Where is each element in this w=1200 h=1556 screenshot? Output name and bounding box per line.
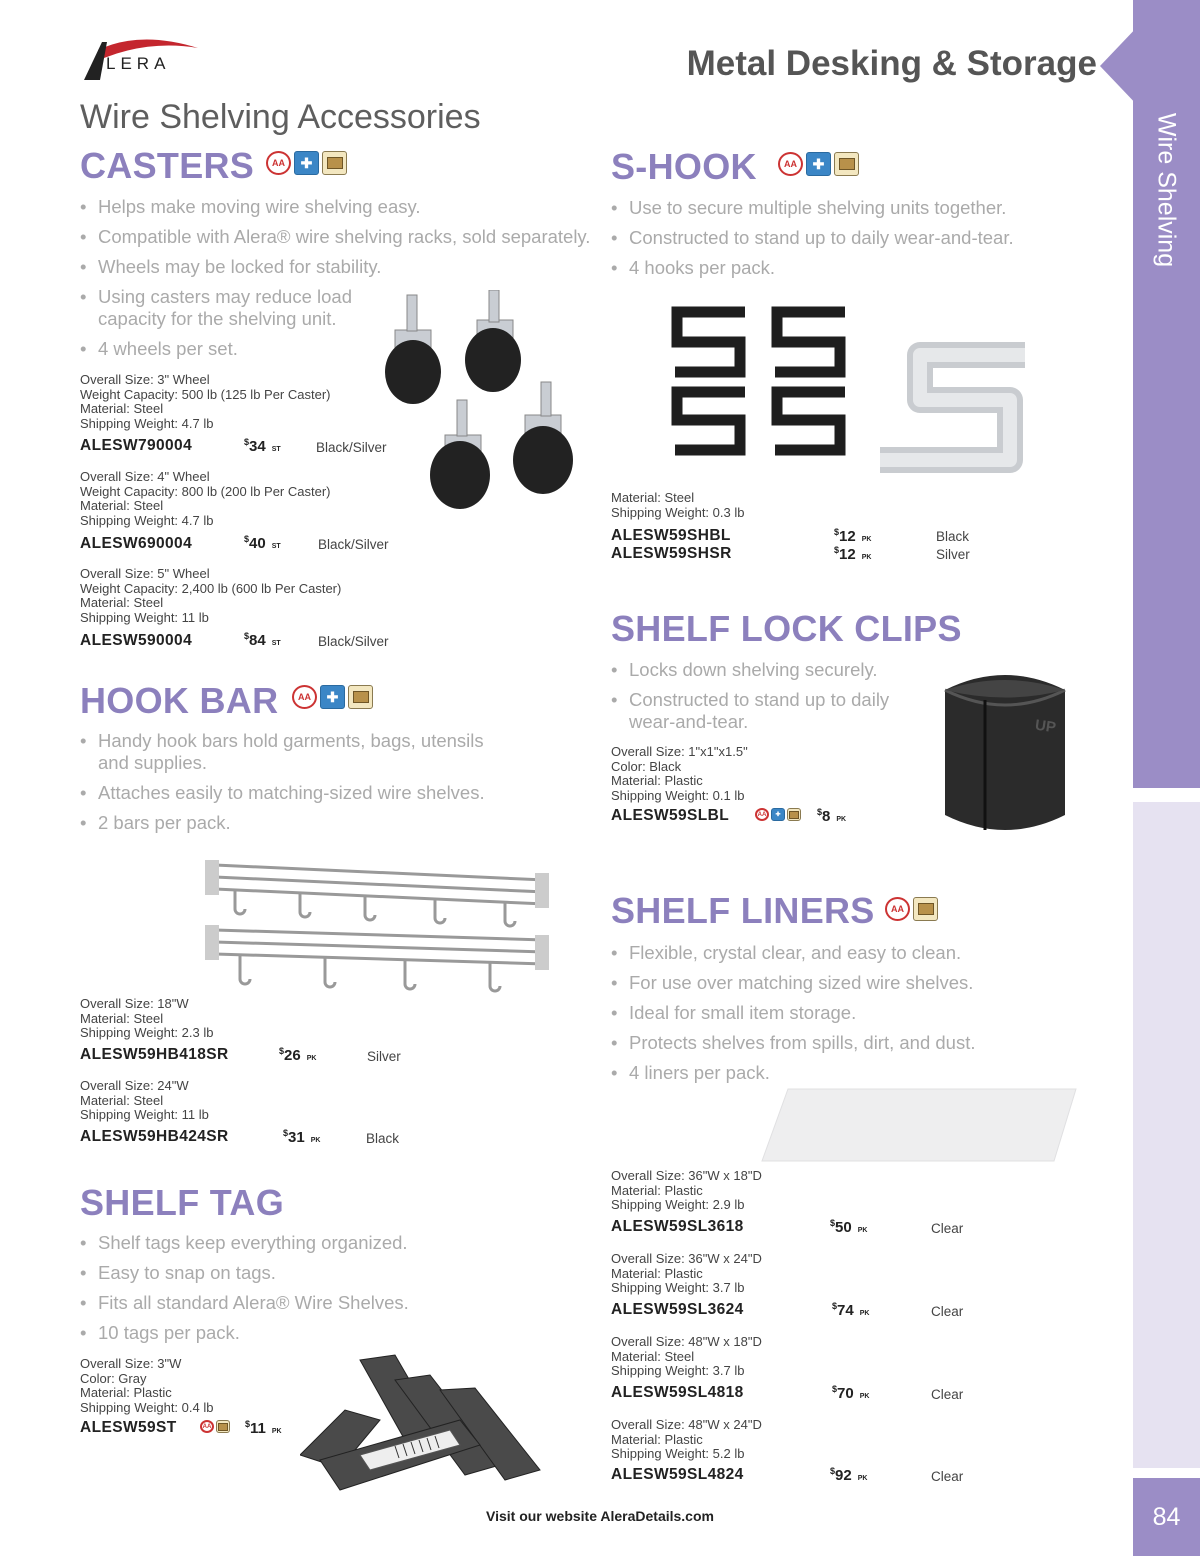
logo-text: LERA <box>106 54 171 73</box>
hookbar-color-2: Black <box>366 1131 400 1146</box>
hookbar-sku-2: ALESW59HB424SR <box>80 1128 229 1145</box>
shelftag-image <box>300 1350 550 1495</box>
tools-icon: ✚ <box>320 685 345 709</box>
box-icon <box>787 808 801 821</box>
lockclips-specs: Overall Size: 1"x1"x1.5" Color: Black Material: Plastic Shipping Weight: 0.1 lb <box>611 744 748 803</box>
tools-icon: ✚ <box>771 808 785 821</box>
liner-price-1: $50 PK <box>830 1218 868 1236</box>
hookbar-price-2: $31 PK <box>283 1128 321 1146</box>
box-icon <box>216 1420 230 1433</box>
liner-specs-2: Overall Size: 36"W x 24"D Material: Plastic Shipping Weight: 3.7 lb <box>611 1251 762 1296</box>
sidebar-tab-light <box>1133 802 1200 1468</box>
list-item: • Locks down shelving securely. <box>611 659 921 681</box>
shook-image <box>665 300 1055 485</box>
box-icon <box>834 152 859 176</box>
list-item: • Use to secure multiple shelving units together. <box>611 197 1111 219</box>
list-item: • Using casters may reduce load capacity for the shelving unit. <box>80 286 370 330</box>
liner-sku-2: ALESW59SL3624 <box>611 1301 744 1318</box>
liner-color-1: Clear <box>931 1221 964 1236</box>
casters-title: CASTERS <box>80 145 255 186</box>
liner-color-4: Clear <box>931 1469 964 1484</box>
page-subtitle: Wire Shelving Accessories <box>80 98 481 136</box>
casters-icons <box>266 151 347 175</box>
list-item: • 4 wheels per set. <box>80 338 600 360</box>
sidebar-tab-label: Wire Shelving <box>1152 112 1181 268</box>
list-item: • 10 tags per pack. <box>80 1322 500 1344</box>
lockclips-price: $8 PK <box>817 807 847 825</box>
caster-sku-2: ALESW690004 <box>80 535 193 552</box>
hookbar-specs-2: Overall Size: 24"W Material: Steel Shipping Weight: 11 lb <box>80 1078 209 1123</box>
list-item: • 4 hooks per pack. <box>611 257 1111 279</box>
shelftag-title: SHELF TAG <box>80 1182 285 1223</box>
box-icon <box>913 897 938 921</box>
shook-bullets <box>611 197 1111 287</box>
shelftag-sku: ALESW59ST <box>80 1419 177 1436</box>
caster-sku-3: ALESW590004 <box>80 632 193 649</box>
hookbar-icons <box>292 685 373 709</box>
list-item: • Easy to snap on tags. <box>80 1262 500 1284</box>
liners-icons <box>885 897 938 921</box>
liner-sku-3: ALESW59SL4818 <box>611 1384 744 1401</box>
list-item: • For use over matching sized wire shelves. <box>611 972 1111 994</box>
shelftag-specs: Overall Size: 3"W Color: Gray Material: Plastic Shipping Weight: 0.4 lb <box>80 1356 214 1415</box>
liner-price-2: $74 PK <box>832 1301 870 1319</box>
shook-price-2: $12 PK <box>834 545 872 563</box>
list-item: • Constructed to stand up to daily wear-and-tear. <box>611 689 921 733</box>
hookbar-price-1: $26 PK <box>279 1046 317 1064</box>
aa-badge-icon: AA <box>885 897 910 921</box>
tab-arrow-icon <box>1100 24 1140 108</box>
liner-color-2: Clear <box>931 1304 964 1319</box>
list-item: • 4 liners per pack. <box>611 1062 1111 1084</box>
liner-image <box>758 1085 1103 1165</box>
caster-specs-1: Overall Size: 3" Wheel Weight Capacity: 500 lb (125 lb Per Caster) Material: Steel Shipping Weight: 4.7 lb <box>80 372 331 431</box>
caster-color-2: Black/Silver <box>318 537 389 552</box>
shook-specs: Material: Steel Shipping Weight: 0.3 lb <box>611 490 745 520</box>
lockclips-bullets <box>611 659 921 741</box>
aa-badge-icon: AA <box>200 1420 214 1433</box>
list-item: • Fits all standard Alera® Wire Shelves. <box>80 1292 500 1314</box>
liner-specs-4: Overall Size: 48"W x 24"D Material: Plastic Shipping Weight: 5.2 lb <box>611 1417 762 1462</box>
alera-logo <box>80 28 210 82</box>
tools-icon: ✚ <box>294 151 319 175</box>
hookbar-color-1: Silver <box>367 1049 401 1064</box>
lockclip-up-label: UP <box>1033 716 1057 737</box>
caster-specs-3: Overall Size: 5" Wheel Weight Capacity: 2,400 lb (600 lb Per Caster) Material: Steel Shipping Weight: 11 lb <box>80 566 342 625</box>
list-item: • Shelf tags keep everything organized. <box>80 1232 500 1254</box>
shook-icons <box>778 152 859 176</box>
liner-sku-4: ALESW59SL4824 <box>611 1466 744 1483</box>
hookbar-image <box>205 855 555 1005</box>
hookbar-bullets <box>80 730 510 842</box>
aa-badge-icon: AA <box>266 151 291 175</box>
liner-price-4: $92 PK <box>830 1466 868 1484</box>
caster-price-1: $34 ST <box>244 437 281 455</box>
list-item: • Protects shelves from spills, dirt, and dust. <box>611 1032 1111 1054</box>
liner-sku-1: ALESW59SL3618 <box>611 1218 744 1235</box>
shook-title: S-HOOK <box>611 146 757 187</box>
caster-color-1: Black/Silver <box>316 440 387 455</box>
shook-color-2: Silver <box>936 547 970 562</box>
hookbar-sku-1: ALESW59HB418SR <box>80 1046 229 1063</box>
list-item: • Ideal for small item storage. <box>611 1002 1111 1024</box>
caster-sku-1: ALESW790004 <box>80 437 193 454</box>
liner-specs-1: Overall Size: 36"W x 18"D Material: Plastic Shipping Weight: 2.9 lb <box>611 1168 762 1213</box>
lockclips-sku: ALESW59SLBL <box>611 807 730 824</box>
lockclips-title: SHELF LOCK CLIPS <box>611 608 962 649</box>
list-item: • Constructed to stand up to daily wear-and-tear. <box>611 227 1111 249</box>
list-item: • Handy hook bars hold garments, bags, utensils and supplies. <box>80 730 510 774</box>
caster-specs-2: Overall Size: 4" Wheel Weight Capacity: 800 lb (200 lb Per Caster) Material: Steel Shipping Weight: 4.7 lb <box>80 469 331 528</box>
list-item: • Attaches easily to matching-sized wire shelves. <box>80 782 510 804</box>
liner-price-3: $70 PK <box>832 1384 870 1402</box>
lockclip-image <box>925 660 1085 840</box>
shelftag-bullets <box>80 1232 500 1352</box>
caster-price-3: $84 ST <box>244 631 281 649</box>
box-icon <box>322 151 347 175</box>
list-item: • Compatible with Alera® wire shelving racks, sold separately. <box>80 226 600 248</box>
caster-price-2: $40 ST <box>244 534 281 552</box>
page-header: Metal Desking & Storage <box>686 44 1097 83</box>
liners-bullets <box>611 942 1111 1092</box>
aa-badge-icon: AA <box>292 685 317 709</box>
shook-sku-2: ALESW59SHSR <box>611 545 732 562</box>
hookbar-specs-1: Overall Size: 18"W Material: Steel Shipping Weight: 2.3 lb <box>80 996 214 1041</box>
shook-color-1: Black <box>936 529 970 544</box>
tools-icon: ✚ <box>806 152 831 176</box>
box-icon <box>348 685 373 709</box>
hookbar-title: HOOK BAR <box>80 680 279 721</box>
shook-price-1: $12 PK <box>834 527 872 545</box>
casters-image <box>365 290 605 515</box>
liner-color-3: Clear <box>931 1387 964 1402</box>
list-item: • Flexible, crystal clear, and easy to clean. <box>611 942 1111 964</box>
shook-sku-1: ALESW59SHBL <box>611 527 731 544</box>
shelftag-price: $11 PK <box>245 1419 282 1437</box>
lockclips-icons <box>755 808 801 821</box>
liners-title: SHELF LINERS <box>611 890 875 931</box>
list-item: • 2 bars per pack. <box>80 812 510 834</box>
footer-website: Visit our website AleraDetails.com <box>486 1508 714 1524</box>
aa-badge-icon: AA <box>778 152 803 176</box>
caster-color-3: Black/Silver <box>318 634 389 649</box>
aa-badge-icon: AA <box>755 808 769 821</box>
list-item: • Wheels may be locked for stability. <box>80 256 600 278</box>
list-item: • Helps make moving wire shelving easy. <box>80 196 600 218</box>
page-number: 84 <box>1133 1478 1200 1556</box>
shelftag-icons <box>200 1420 230 1433</box>
liner-specs-3: Overall Size: 48"W x 18"D Material: Steel Shipping Weight: 3.7 lb <box>611 1334 762 1379</box>
